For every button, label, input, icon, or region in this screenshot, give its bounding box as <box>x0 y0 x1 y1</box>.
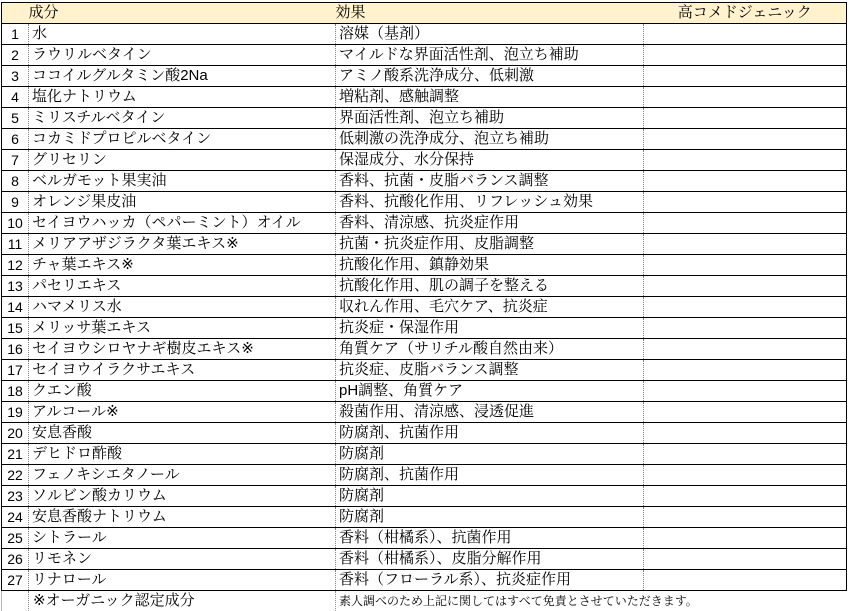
effect-cell[interactable]: 保湿成分、水分保持 <box>336 150 644 171</box>
effect-cell[interactable]: 防腐剤、抗菌作用 <box>336 423 644 444</box>
row-number-cell[interactable]: 5 <box>2 108 29 129</box>
row-number-cell[interactable]: 8 <box>2 171 29 192</box>
comedogenic-cell[interactable] <box>644 66 847 87</box>
effect-cell[interactable]: 防腐剤 <box>336 486 644 507</box>
table-row <box>2 234 847 255</box>
ingredient-cell[interactable]: パセリエキス <box>29 276 336 297</box>
row-number-cell[interactable]: 15 <box>2 318 29 339</box>
table-row <box>2 528 847 549</box>
ingredient-cell[interactable]: デヒドロ酢酸 <box>29 444 336 465</box>
comedogenic-cell[interactable] <box>644 570 847 591</box>
row-number-cell[interactable]: 4 <box>2 87 29 108</box>
row-number-cell[interactable]: 17 <box>2 360 29 381</box>
row-number-cell[interactable]: 20 <box>2 423 29 444</box>
comedogenic-cell[interactable] <box>644 192 847 213</box>
ingredient-cell[interactable]: ラウリルベタイン <box>29 45 336 66</box>
comedogenic-cell[interactable] <box>644 423 847 444</box>
effect-cell[interactable]: 香料（柑橘系）、皮脂分解作用 <box>336 549 644 570</box>
effect-cell[interactable]: 界面活性剤、泡立ち補助 <box>336 108 644 129</box>
table-row <box>2 87 847 108</box>
row-number-cell[interactable]: 3 <box>2 66 29 87</box>
table-row <box>2 444 847 465</box>
table-row <box>2 465 847 486</box>
comedogenic-cell[interactable] <box>644 234 847 255</box>
ingredient-cell[interactable]: オレンジ果皮油 <box>29 192 336 213</box>
table-row <box>2 255 847 276</box>
table-row <box>2 570 847 591</box>
row-number-cell[interactable]: 7 <box>2 150 29 171</box>
row-number-cell[interactable]: 9 <box>2 192 29 213</box>
comedogenic-cell[interactable] <box>644 213 847 234</box>
effect-cell[interactable]: 溶媒（基剤） <box>336 24 644 45</box>
row-number-cell[interactable]: 22 <box>2 465 29 486</box>
effect-cell[interactable]: 抗炎症・保湿作用 <box>336 318 644 339</box>
ingredient-cell[interactable]: ココイルグルタミン酸2Na <box>29 66 336 87</box>
comedogenic-cell[interactable] <box>644 24 847 45</box>
row-number-cell[interactable]: 23 <box>2 486 29 507</box>
table-row <box>2 45 847 66</box>
footnote-row <box>2 591 847 611</box>
effect-cell[interactable]: 香料（フローラル系）、抗炎症作用 <box>336 570 644 591</box>
ingredient-cell[interactable]: ハマメリス水 <box>29 297 336 318</box>
effect-cell[interactable]: 角質ケア（サリチル酸自然由来） <box>336 339 644 360</box>
comedogenic-cell[interactable] <box>644 129 847 150</box>
comedogenic-cell[interactable] <box>644 486 847 507</box>
ingredient-cell[interactable]: ソルビン酸カリウム <box>29 486 336 507</box>
ingredient-cell[interactable]: 安息香酸 <box>29 423 336 444</box>
row-number-cell[interactable]: 21 <box>2 444 29 465</box>
table-row <box>2 318 847 339</box>
effect-cell[interactable]: pH調整、角質ケア <box>336 381 644 402</box>
effect-cell[interactable]: 増粘剤、感触調整 <box>336 87 644 108</box>
row-number-cell[interactable]: 1 <box>2 24 29 45</box>
row-number-cell[interactable]: 18 <box>2 381 29 402</box>
ingredient-cell[interactable]: コカミドプロピルベタイン <box>29 129 336 150</box>
effect-cell[interactable]: 収れん作用、毛穴ケア、抗炎症 <box>336 297 644 318</box>
ingredient-cell[interactable]: グリセリン <box>29 150 336 171</box>
ingredient-cell[interactable]: リモネン <box>29 549 336 570</box>
effect-cell[interactable]: 防腐剤、抗菌作用 <box>336 465 644 486</box>
row-number-cell[interactable]: 2 <box>2 45 29 66</box>
effect-cell[interactable]: マイルドな界面活性剤、泡立ち補助 <box>336 45 644 66</box>
table-row <box>2 486 847 507</box>
ingredient-cell[interactable]: セイヨウイラクサエキス <box>29 360 336 381</box>
comedogenic-cell[interactable] <box>644 360 847 381</box>
effect-cell[interactable]: 抗炎症、皮脂バランス調整 <box>336 360 644 381</box>
ingredient-cell[interactable]: 水 <box>29 24 336 45</box>
comedogenic-cell[interactable] <box>644 465 847 486</box>
comedogenic-cell[interactable] <box>644 171 847 192</box>
effect-cell[interactable]: 殺菌作用、清涼感、浸透促進 <box>336 402 644 423</box>
row-number-cell[interactable]: 6 <box>2 129 29 150</box>
row-number-cell[interactable]: 25 <box>2 528 29 549</box>
organic-note-cell[interactable]: ※オーガニック認定成分 <box>29 591 336 611</box>
effect-cell[interactable]: 低刺激の洗浄成分、泡立ち補助 <box>336 129 644 150</box>
comedogenic-cell[interactable] <box>644 87 847 108</box>
ingredient-cell[interactable]: シトラール <box>29 528 336 549</box>
effect-cell[interactable]: 抗菌・抗炎症作用、皮脂調整 <box>336 234 644 255</box>
ingredients-table <box>1 2 847 611</box>
comedogenic-cell[interactable] <box>644 108 847 129</box>
comedogenic-cell[interactable] <box>644 381 847 402</box>
ingredient-cell[interactable]: セイヨウハッカ（ペパーミント）オイル <box>29 213 336 234</box>
table-row <box>2 108 847 129</box>
ingredient-cell[interactable]: メリアアザジラクタ葉エキス※ <box>29 234 336 255</box>
footnote-rownum-cell[interactable] <box>2 591 29 611</box>
row-number-cell[interactable]: 26 <box>2 549 29 570</box>
table-row <box>2 171 847 192</box>
ingredient-cell[interactable]: アルコール※ <box>29 402 336 423</box>
table-row <box>2 339 847 360</box>
ingredient-cell[interactable]: クエン酸 <box>29 381 336 402</box>
column-header-effect[interactable]: 効果 <box>336 3 644 24</box>
table-row <box>2 129 847 150</box>
effect-cell[interactable]: 抗酸化作用、鎮静効果 <box>336 255 644 276</box>
row-number-cell[interactable]: 10 <box>2 213 29 234</box>
row-number-cell[interactable]: 11 <box>2 234 29 255</box>
comedogenic-cell[interactable] <box>644 549 847 570</box>
effect-cell[interactable]: 香料、抗酸化作用、リフレッシュ効果 <box>336 192 644 213</box>
table-row <box>2 66 847 87</box>
comedogenic-cell[interactable] <box>644 402 847 423</box>
table-row <box>2 507 847 528</box>
effect-cell[interactable]: 香料、抗菌・皮脂バランス調整 <box>336 171 644 192</box>
ingredient-cell[interactable]: ミリスチルベタイン <box>29 108 336 129</box>
table-row <box>2 381 847 402</box>
ingredient-cell[interactable]: メリッサ葉エキス <box>29 318 336 339</box>
effect-cell[interactable]: 香料（柑橘系）、抗菌作用 <box>336 528 644 549</box>
row-number-cell[interactable]: 12 <box>2 255 29 276</box>
effect-cell[interactable]: 香料、清涼感、抗炎症作用 <box>336 213 644 234</box>
comedogenic-cell[interactable] <box>644 276 847 297</box>
row-number-cell[interactable]: 16 <box>2 339 29 360</box>
ingredient-cell[interactable]: フェノキシエタノール <box>29 465 336 486</box>
ingredient-cell[interactable]: ベルガモット果実油 <box>29 171 336 192</box>
row-number-cell[interactable]: 24 <box>2 507 29 528</box>
header-row <box>2 3 847 24</box>
row-number-cell[interactable]: 27 <box>2 570 29 591</box>
comedogenic-cell[interactable] <box>644 318 847 339</box>
comedogenic-cell[interactable] <box>644 507 847 528</box>
table-row <box>2 192 847 213</box>
effect-cell[interactable]: アミノ酸系洗浄成分、低刺激 <box>336 66 644 87</box>
row-number-cell[interactable]: 19 <box>2 402 29 423</box>
table-row <box>2 213 847 234</box>
ingredient-cell[interactable]: セイヨウシロヤナギ樹皮エキス※ <box>29 339 336 360</box>
row-number-cell[interactable]: 13 <box>2 276 29 297</box>
table-row <box>2 150 847 171</box>
table-row <box>2 24 847 45</box>
effect-cell[interactable]: 抗酸化作用、肌の調子を整える <box>336 276 644 297</box>
table-row <box>2 402 847 423</box>
comedogenic-cell[interactable] <box>644 297 847 318</box>
comedogenic-cell[interactable] <box>644 255 847 276</box>
effect-cell[interactable]: 防腐剤 <box>336 444 644 465</box>
ingredient-cell[interactable]: チャ葉エキス※ <box>29 255 336 276</box>
table-row <box>2 549 847 570</box>
comedogenic-cell[interactable] <box>644 444 847 465</box>
comedogenic-cell[interactable] <box>644 150 847 171</box>
comedogenic-cell[interactable] <box>644 339 847 360</box>
column-header-comedogenic[interactable]: 高コメドジェニック <box>644 3 847 24</box>
comedogenic-cell[interactable] <box>644 45 847 66</box>
table-row <box>2 297 847 318</box>
effect-cell[interactable]: 防腐剤 <box>336 507 644 528</box>
table-row <box>2 276 847 297</box>
ingredient-cell[interactable]: 塩化ナトリウム <box>29 87 336 108</box>
table-row <box>2 423 847 444</box>
column-header-rownum[interactable] <box>2 3 29 24</box>
column-header-ingredient[interactable]: 成分 <box>29 3 336 24</box>
disclaimer-cell[interactable]: 素人調べのため上記に関してはすべて免責とさせていただきます。 <box>336 591 847 611</box>
ingredient-cell[interactable]: 安息香酸ナトリウム <box>29 507 336 528</box>
ingredient-cell[interactable]: リナロール <box>29 570 336 591</box>
table-row <box>2 360 847 381</box>
comedogenic-cell[interactable] <box>644 528 847 549</box>
row-number-cell[interactable]: 14 <box>2 297 29 318</box>
